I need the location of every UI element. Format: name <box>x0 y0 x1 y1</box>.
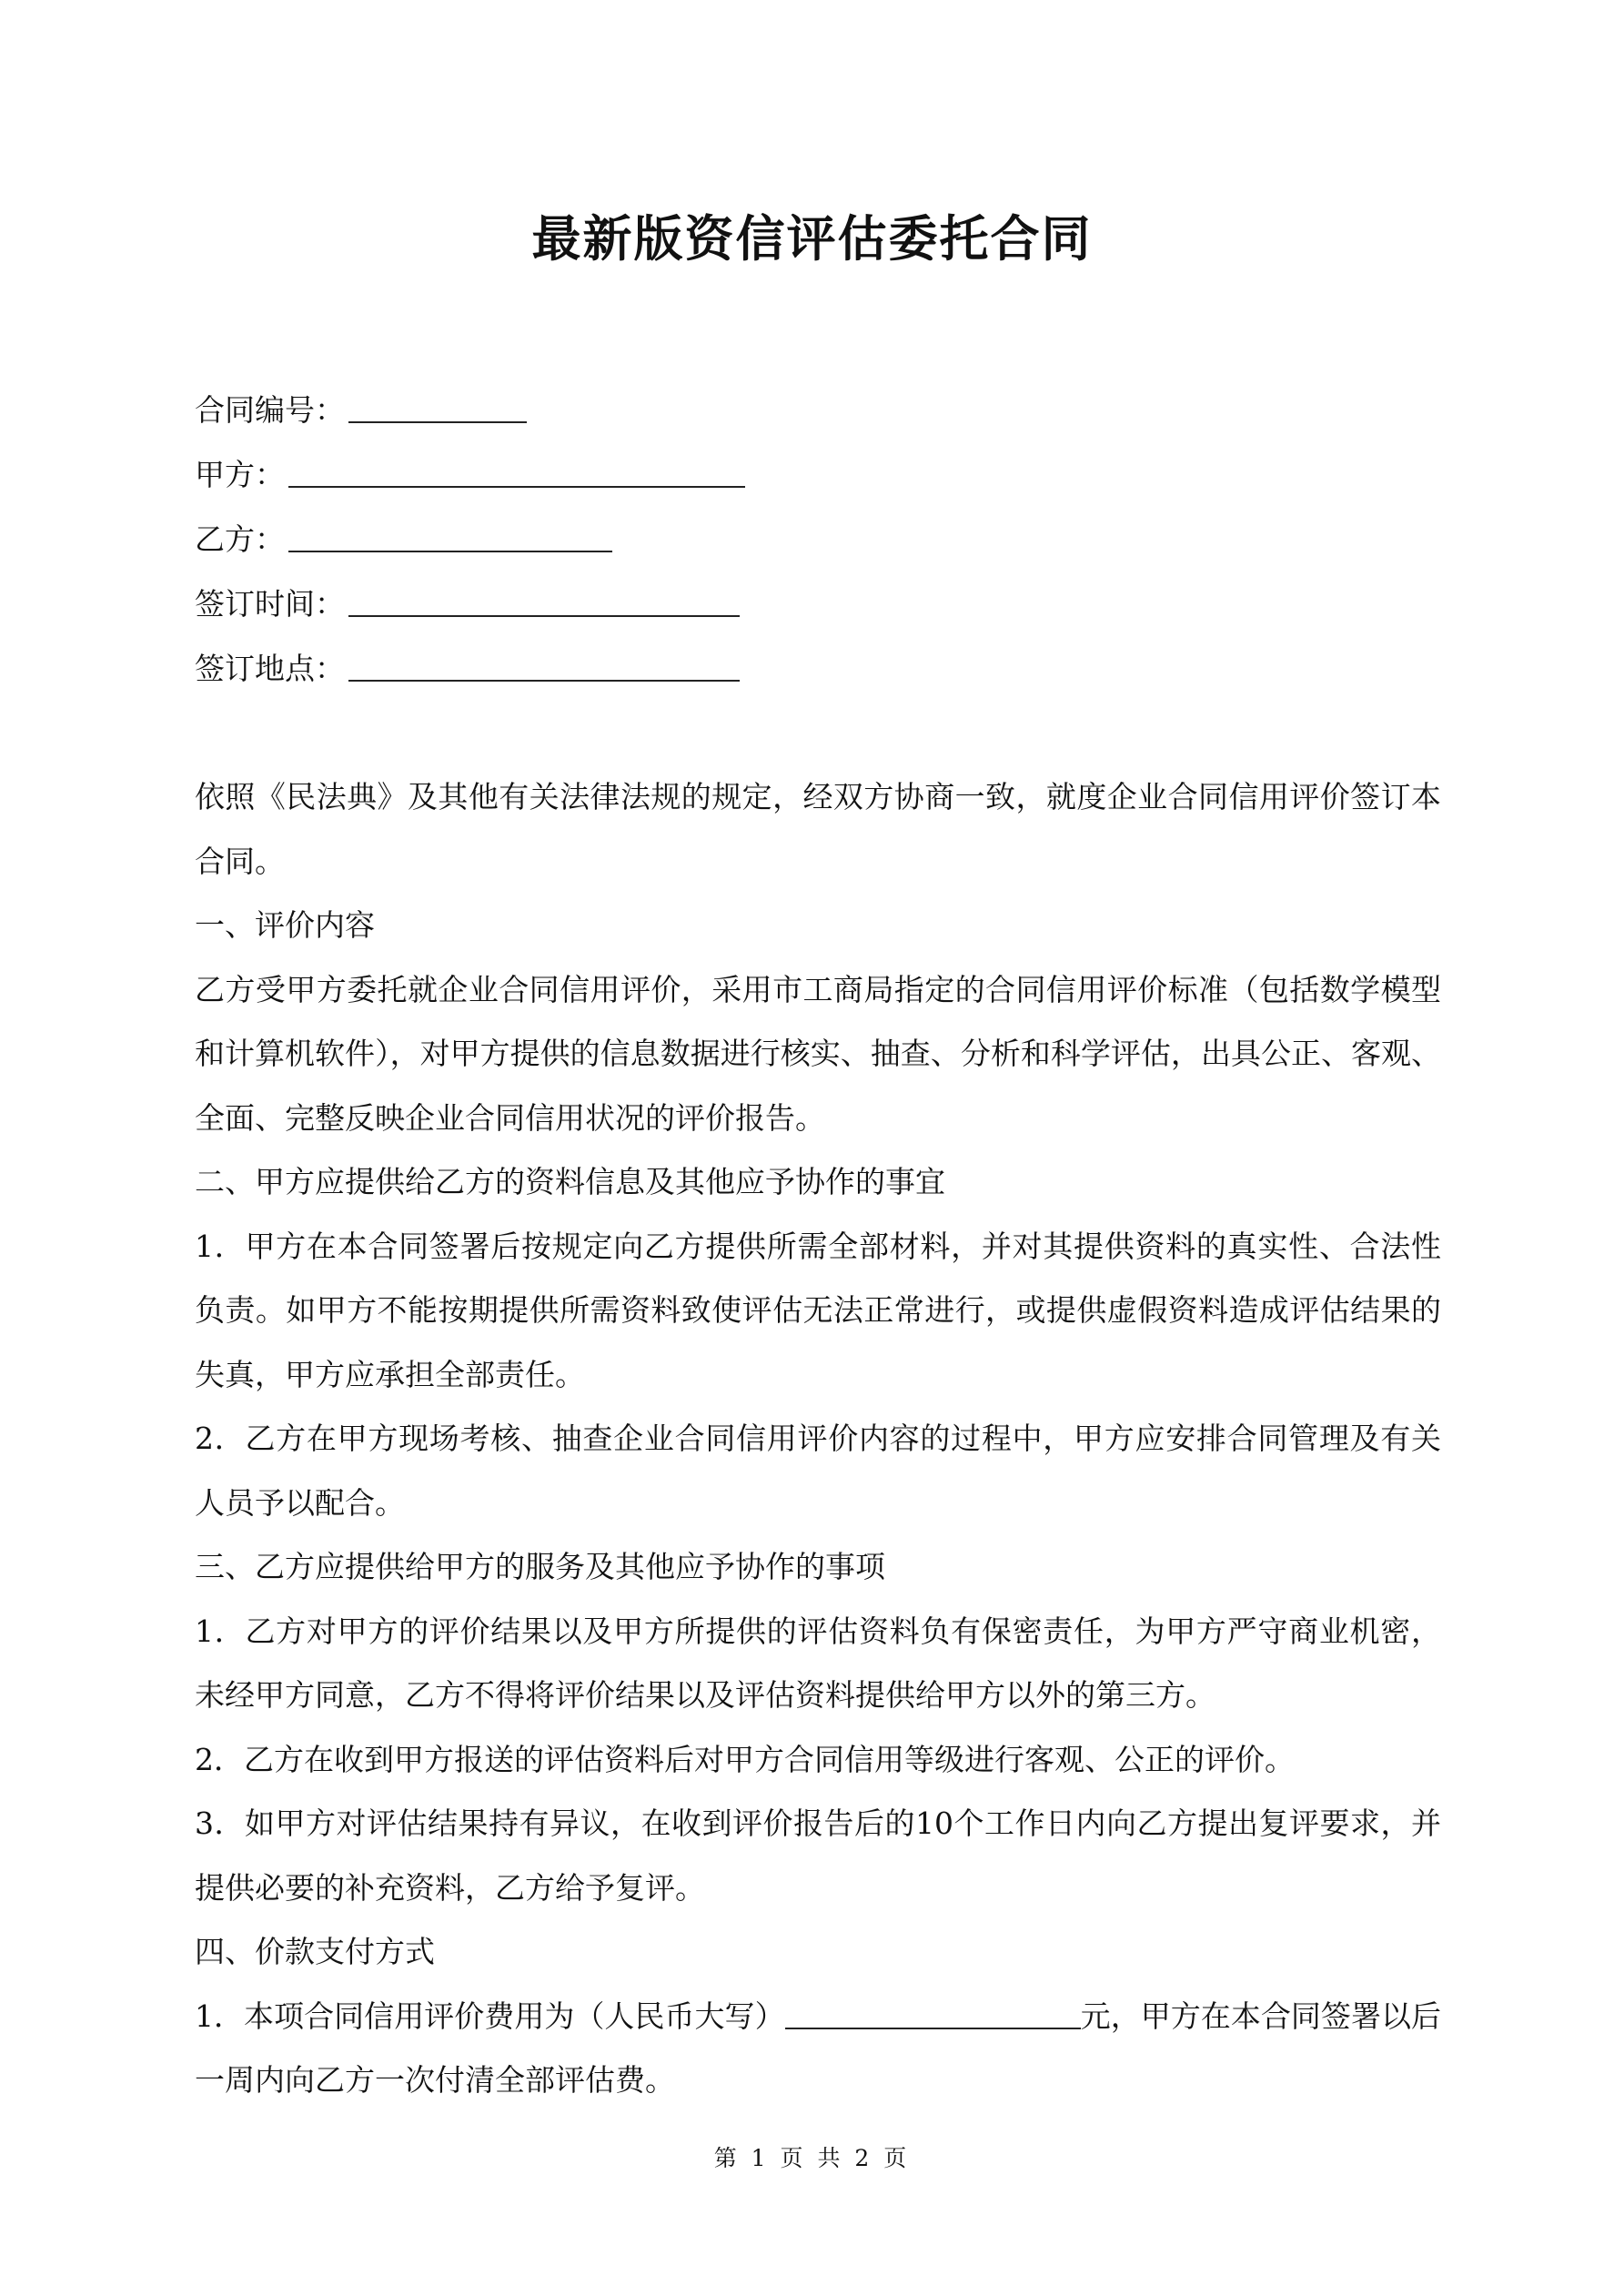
section-heading-2: 二、甲方应提供给乙方的资料信息及其他应予协作的事宜 <box>195 1164 945 1199</box>
section-4-item-1 <box>195 1985 1441 2113</box>
section-2-item-2: 2．乙方在甲方现场考核、抽查企业合同信用评价内容的过程中，甲方应安排合同管理及有关人员予以配合。 <box>195 1421 1441 1521</box>
sign-place-field <box>195 636 1468 701</box>
party-a-blank <box>288 459 745 488</box>
section-3-item-3: 3．如甲方对评估结果持有异议，在收到评价报告后的10个工作日内向乙方提出复评要求，并提供必要的补充资料，乙方给予复评。 <box>195 1805 1441 1906</box>
payment-text-after: 元，甲方在本合同签署以后一周内向乙方一次付清全部评估费。 <box>195 1998 1441 2098</box>
payment-text-before: 1．本项合同信用评价费用为（人民币大写） <box>195 1998 785 2034</box>
section-3-item-1: 1．乙方对甲方的评价结果以及甲方所提供的评估资料负有保密责任，为甲方严守商业机密，未经甲方同意，乙方不得将评价结果以及评估资料提供给甲方以外的第三方。 <box>195 1613 1441 1713</box>
section-3-item-2: 2．乙方在收到甲方报送的评估资料后对甲方合同信用等级进行客观、公正的评价。 <box>195 1741 1295 1777</box>
document-title: 最新版资信评估委托合同 <box>531 209 1093 268</box>
contract-number-field <box>195 378 1468 442</box>
sign-date-blank <box>348 588 740 617</box>
preamble-paragraph: 依照《民法典》及其他有关法律法规的规定，经双方协商一致，就度企业合同信用评价签订本合同。 <box>195 779 1441 879</box>
contract-body <box>195 765 1441 2113</box>
payment-amount-blank <box>785 2000 1081 2029</box>
party-b-field <box>195 507 1468 571</box>
contract-fields <box>195 378 1468 701</box>
sign-date-label: 签订时间： <box>195 586 345 622</box>
contract-number-label: 合同编号： <box>195 392 345 428</box>
party-a-field <box>195 442 1468 507</box>
party-a-label: 甲方： <box>195 457 285 492</box>
party-b-blank <box>288 523 612 552</box>
section-heading-1: 一、评价内容 <box>195 907 375 943</box>
section-2-item-1: 1．甲方在本合同签署后按规定向乙方提供所需全部材料，并对其提供资料的真实性、合法性负责。如甲方不能按期提供所需资料致使评估无法正常进行，或提供虚假资料造成评估结果的失真，甲方应承担全部责任。 <box>195 1228 1441 1392</box>
party-b-label: 乙方： <box>195 521 285 557</box>
page-footer: 第 1 页 共 2 页 <box>713 2145 911 2171</box>
section-heading-4: 四、价款支付方式 <box>195 1934 435 1969</box>
contract-number-blank <box>348 394 527 423</box>
sign-place-blank <box>348 652 740 682</box>
section-1-paragraph: 乙方受甲方委托就企业合同信用评价，采用市工商局指定的合同信用评价标准（包括数学模型和计算机软件），对甲方提供的信息数据进行核实、抽查、分析和科学评估，出具公正、客观、全面、完整反映企业合同信用状况的评价报告。 <box>195 971 1441 1136</box>
sign-date-field <box>195 571 1468 636</box>
sign-place-label: 签订地点： <box>195 651 345 686</box>
section-heading-3: 三、乙方应提供给甲方的服务及其他应予协作的事项 <box>195 1549 885 1584</box>
